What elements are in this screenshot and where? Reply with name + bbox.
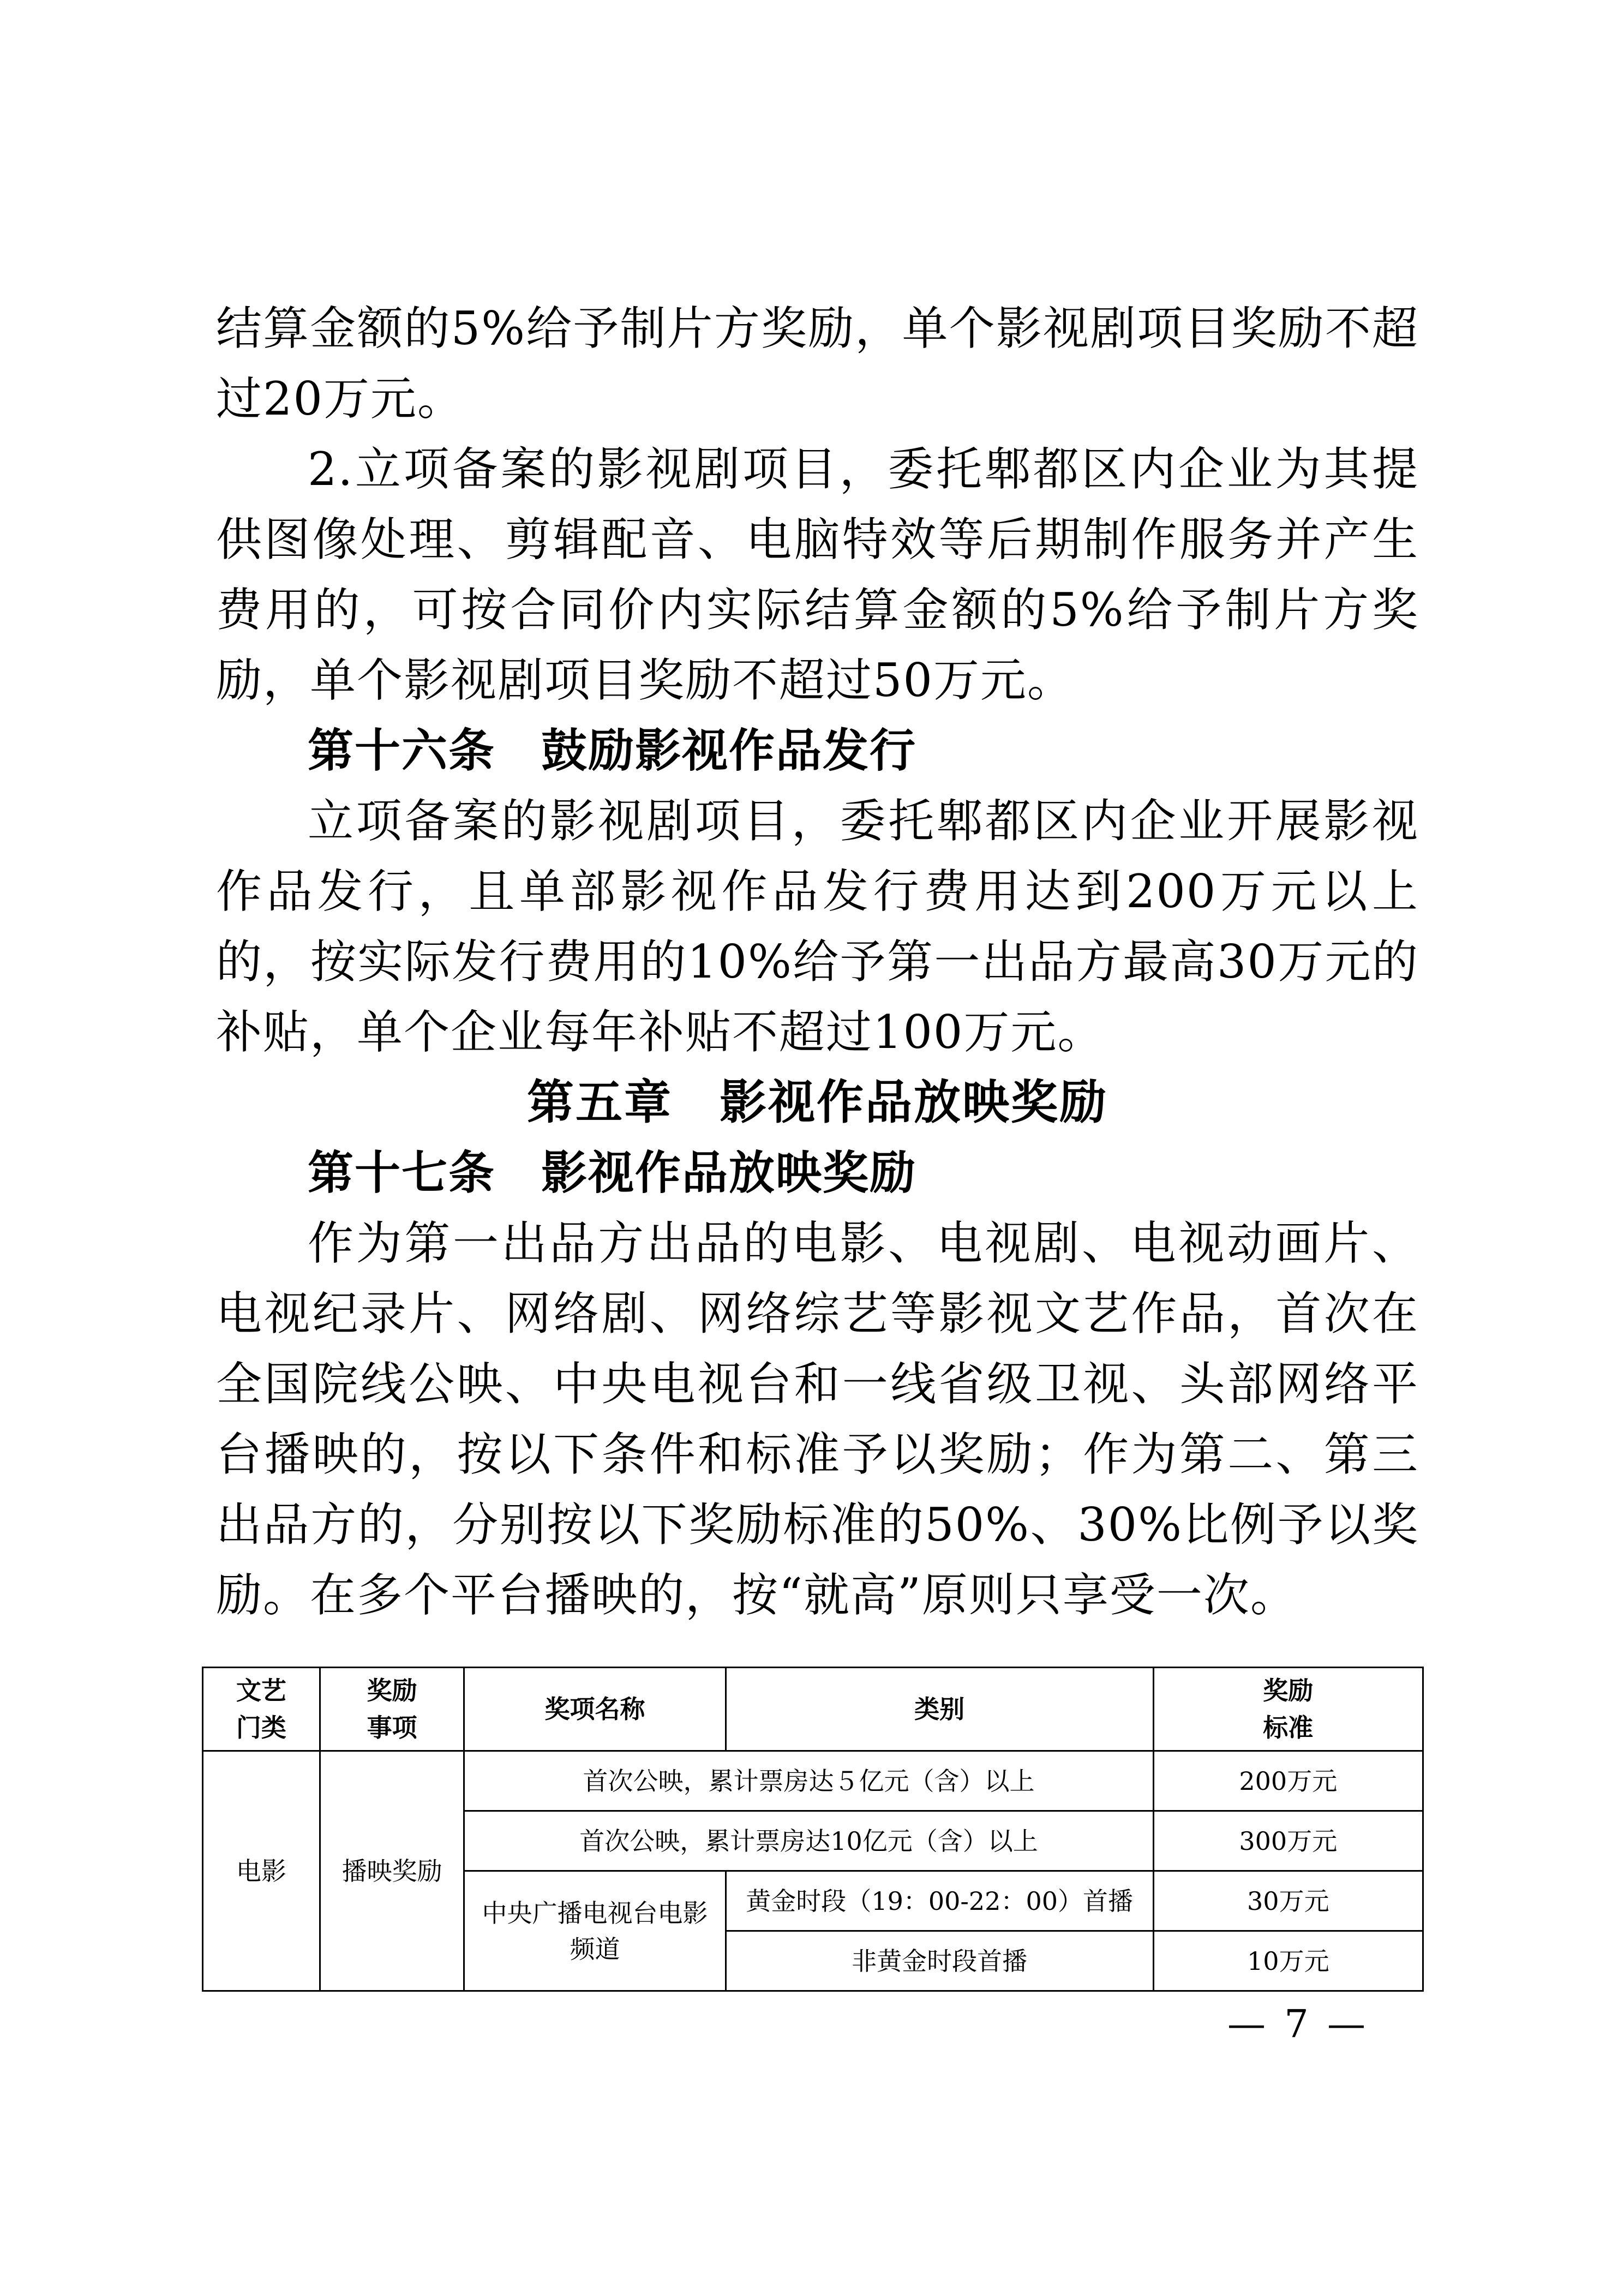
article-16-number: 第十六条	[308, 724, 496, 777]
article-17-number: 第十七条	[308, 1146, 496, 1200]
cell-standard: 10万元	[1153, 1931, 1423, 1991]
chapter-5-heading	[216, 1068, 1419, 1138]
header-standard: 奖励 标准	[1153, 1668, 1423, 1751]
header-type: 类别	[726, 1668, 1153, 1751]
header-award-name: 奖项名称	[464, 1668, 726, 1751]
cell-type: 非黄金时段首播	[726, 1931, 1153, 1991]
header-category: 文艺 门类	[203, 1668, 320, 1751]
table-header-row	[203, 1668, 1423, 1751]
article-17-title: 影视作品放映奖励	[541, 1146, 917, 1200]
article-17-body: 作为第一出品方出品的电影、电视剧、电视动画片、电视纪录片、网络剧、网络综艺等影视文艺作品，首次在全国院线公映、中央电视台和一线省级卫视、头部网络平台播映的，按以下条件和标准予以奖励；作为第二、第三出品方的，分别按以下奖励标准的50%、30%比例予以奖励。在多个平台播映的，按“就高”原则只享受一次。	[216, 1217, 1419, 1622]
chapter-5-title: 影视作品放映奖励	[720, 1075, 1108, 1130]
cell-desc: 首次公映，累计票房达10亿元（含）以上	[464, 1811, 1153, 1871]
page-number: — 7 —	[1227, 2002, 1369, 2046]
article-16-title: 鼓励影视作品发行	[541, 724, 917, 777]
cell-category: 电影	[203, 1751, 320, 1991]
document-body	[216, 293, 1419, 1631]
paragraph-item-2: 2.立项备案的影视剧项目，委托郫都区内企业为其提供图像处理、剪辑配音、电脑特效等后期制作服务并产生费用的，可按合同价内实际结算金额的5%给予制片方奖励，单个影视剧项目奖励不超过50万元。	[216, 442, 1419, 707]
cell-type: 黄金时段（19：00-22：00）首播	[726, 1871, 1153, 1931]
table-row	[203, 1751, 1423, 1811]
article-17-heading	[216, 1138, 1419, 1208]
chapter-5-number: 第五章	[527, 1075, 673, 1130]
cell-standard: 300万元	[1153, 1811, 1423, 1871]
header-award-item: 奖励 事项	[320, 1668, 464, 1751]
cell-desc: 首次公映，累计票房达５亿元（含）以上	[464, 1751, 1153, 1811]
cell-channel-name: 中央广播电视台电影频道	[464, 1871, 726, 1991]
paragraph-continuation: 结算金额的5%给予制片方奖励，单个影视剧项目奖励不超过20万元。	[216, 302, 1419, 426]
article-16-heading	[216, 716, 1419, 786]
cell-award-item: 播映奖励	[320, 1751, 464, 1991]
article-16-body: 立项备案的影视剧项目，委托郫都区内企业开展影视作品发行，且单部影视作品发行费用达到200万元以上的，按实际发行费用的10%给予第一出品方最高30万元的补贴，单个企业每年补贴不超过100万元。	[216, 794, 1419, 1059]
cell-standard: 200万元	[1153, 1751, 1423, 1811]
cell-standard: 30万元	[1153, 1871, 1423, 1931]
award-standards-table	[202, 1667, 1424, 1992]
